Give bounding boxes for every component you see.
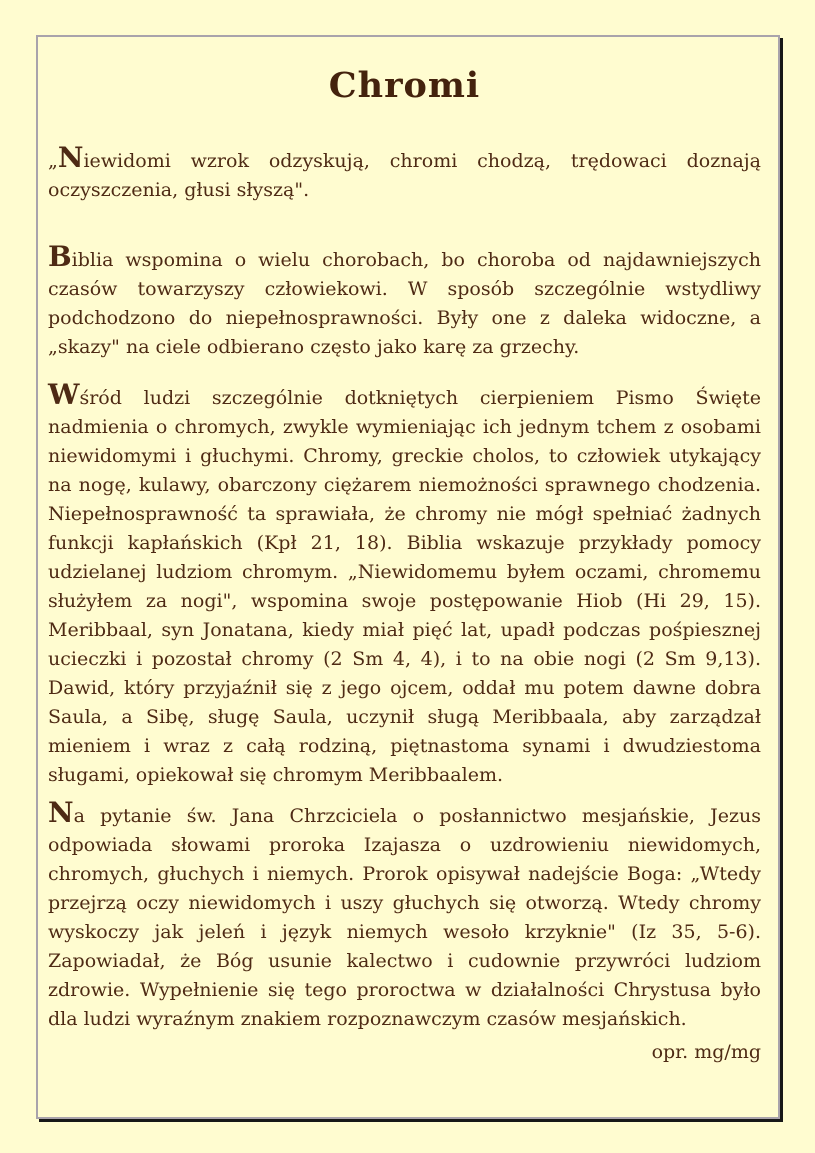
paragraph-wsrod-ludzi <box>48 380 761 790</box>
initial-letter: N <box>57 141 84 174</box>
initial-letter: N <box>48 796 74 829</box>
initial-letter: B <box>48 240 72 273</box>
paragraph-text: a pytanie św. Jana Chrzciciela o posłannictwo mesjańskie, Jezus odpowiada słowami proroka Izajasza o uzdrowieniu niewidomych, chromych, głuchych i niemych. Prorok opisywał nadejście Boga: „Wtedy przejrzą oczy niewidomych i uszy głuchych się otworzą. Wtedy chromy wyskoczy jak jeleń i język niemych wesoło krzyknie" (Iz 35, 5-6). Zapowiadał, że Bóg usunie kalectwo i cudownie przywróci ludziom zdrowie. Wypełnienie się tego proroctwa w działalności Chrystusa było dla ludzi wyraźnym znakiem rozpoznawczym czasów mesjańskich. <box>48 805 761 1030</box>
paragraph-text: iewidomi wzrok odzyskują, chromi chodzą, trędowaci doznają oczyszczenia, głusi słyszą". <box>48 150 761 201</box>
paragraph-text: iblia wspomina o wielu chorobach, bo choroba od najdawniejszych czasów towarzyszy człowiekowi. W sposób szczególnie wstydliwy podchodzono do niepełnosprawności. Były one z daleka widoczne, a „skazy" na ciele odbierano często jako karę za grzechy. <box>48 249 761 358</box>
initial-letter: W <box>48 378 80 411</box>
page-title: Chromi <box>328 65 481 106</box>
article-frame <box>36 35 780 1119</box>
lead-quote: „ <box>48 150 58 172</box>
paragraph-text: śród ludzi szczególnie dotkniętych cierpieniem Pismo Święte nadmienia o chromych, zwykle wymieniając ich jednym tchem z osobami niewidomymi i głuchymi. Chromy, greckie cholos, to człowiek utykający na nogę, kulawy, obarczony ciężarem niemożności sprawnego chodzenia. Niepełnosprawność ta sprawiała, że chromy nie mógł spełniać żadnych funkcji kapłańskich (Kpł 21, 18). Biblia wskazuje przykłady pomocy udzielanej ludziom chromym. „Niewidomemu byłem oczami, chromemu służyłem za nogi", wspomina swoje postępowanie Hiob (Hi 29, 15). Meribbaal, syn Jonatana, kiedy miał pięć lat, upadł podczas pośpiesznej ucieczki i pozostał chromy (2 Sm 4, 4), i to na obie nogi (2 Sm 9,13). Dawid, który przyjaźnił się z jego ojcem, oddał mu potem dawne dobra Saula, a Sibę, sługę Saula, uczynił sługą Meribbaala, aby zarządzał mieniem i wraz z całą rodziną, piętnastoma synami i dwudziestoma sługami, opiekował się chromym Meribbaalem. <box>48 387 761 786</box>
paragraph-intro-quote <box>48 143 761 205</box>
paragraph-biblia <box>48 242 761 362</box>
paragraph-na-pytanie <box>48 798 761 1034</box>
byline: opr. mg/mg <box>651 1041 761 1063</box>
